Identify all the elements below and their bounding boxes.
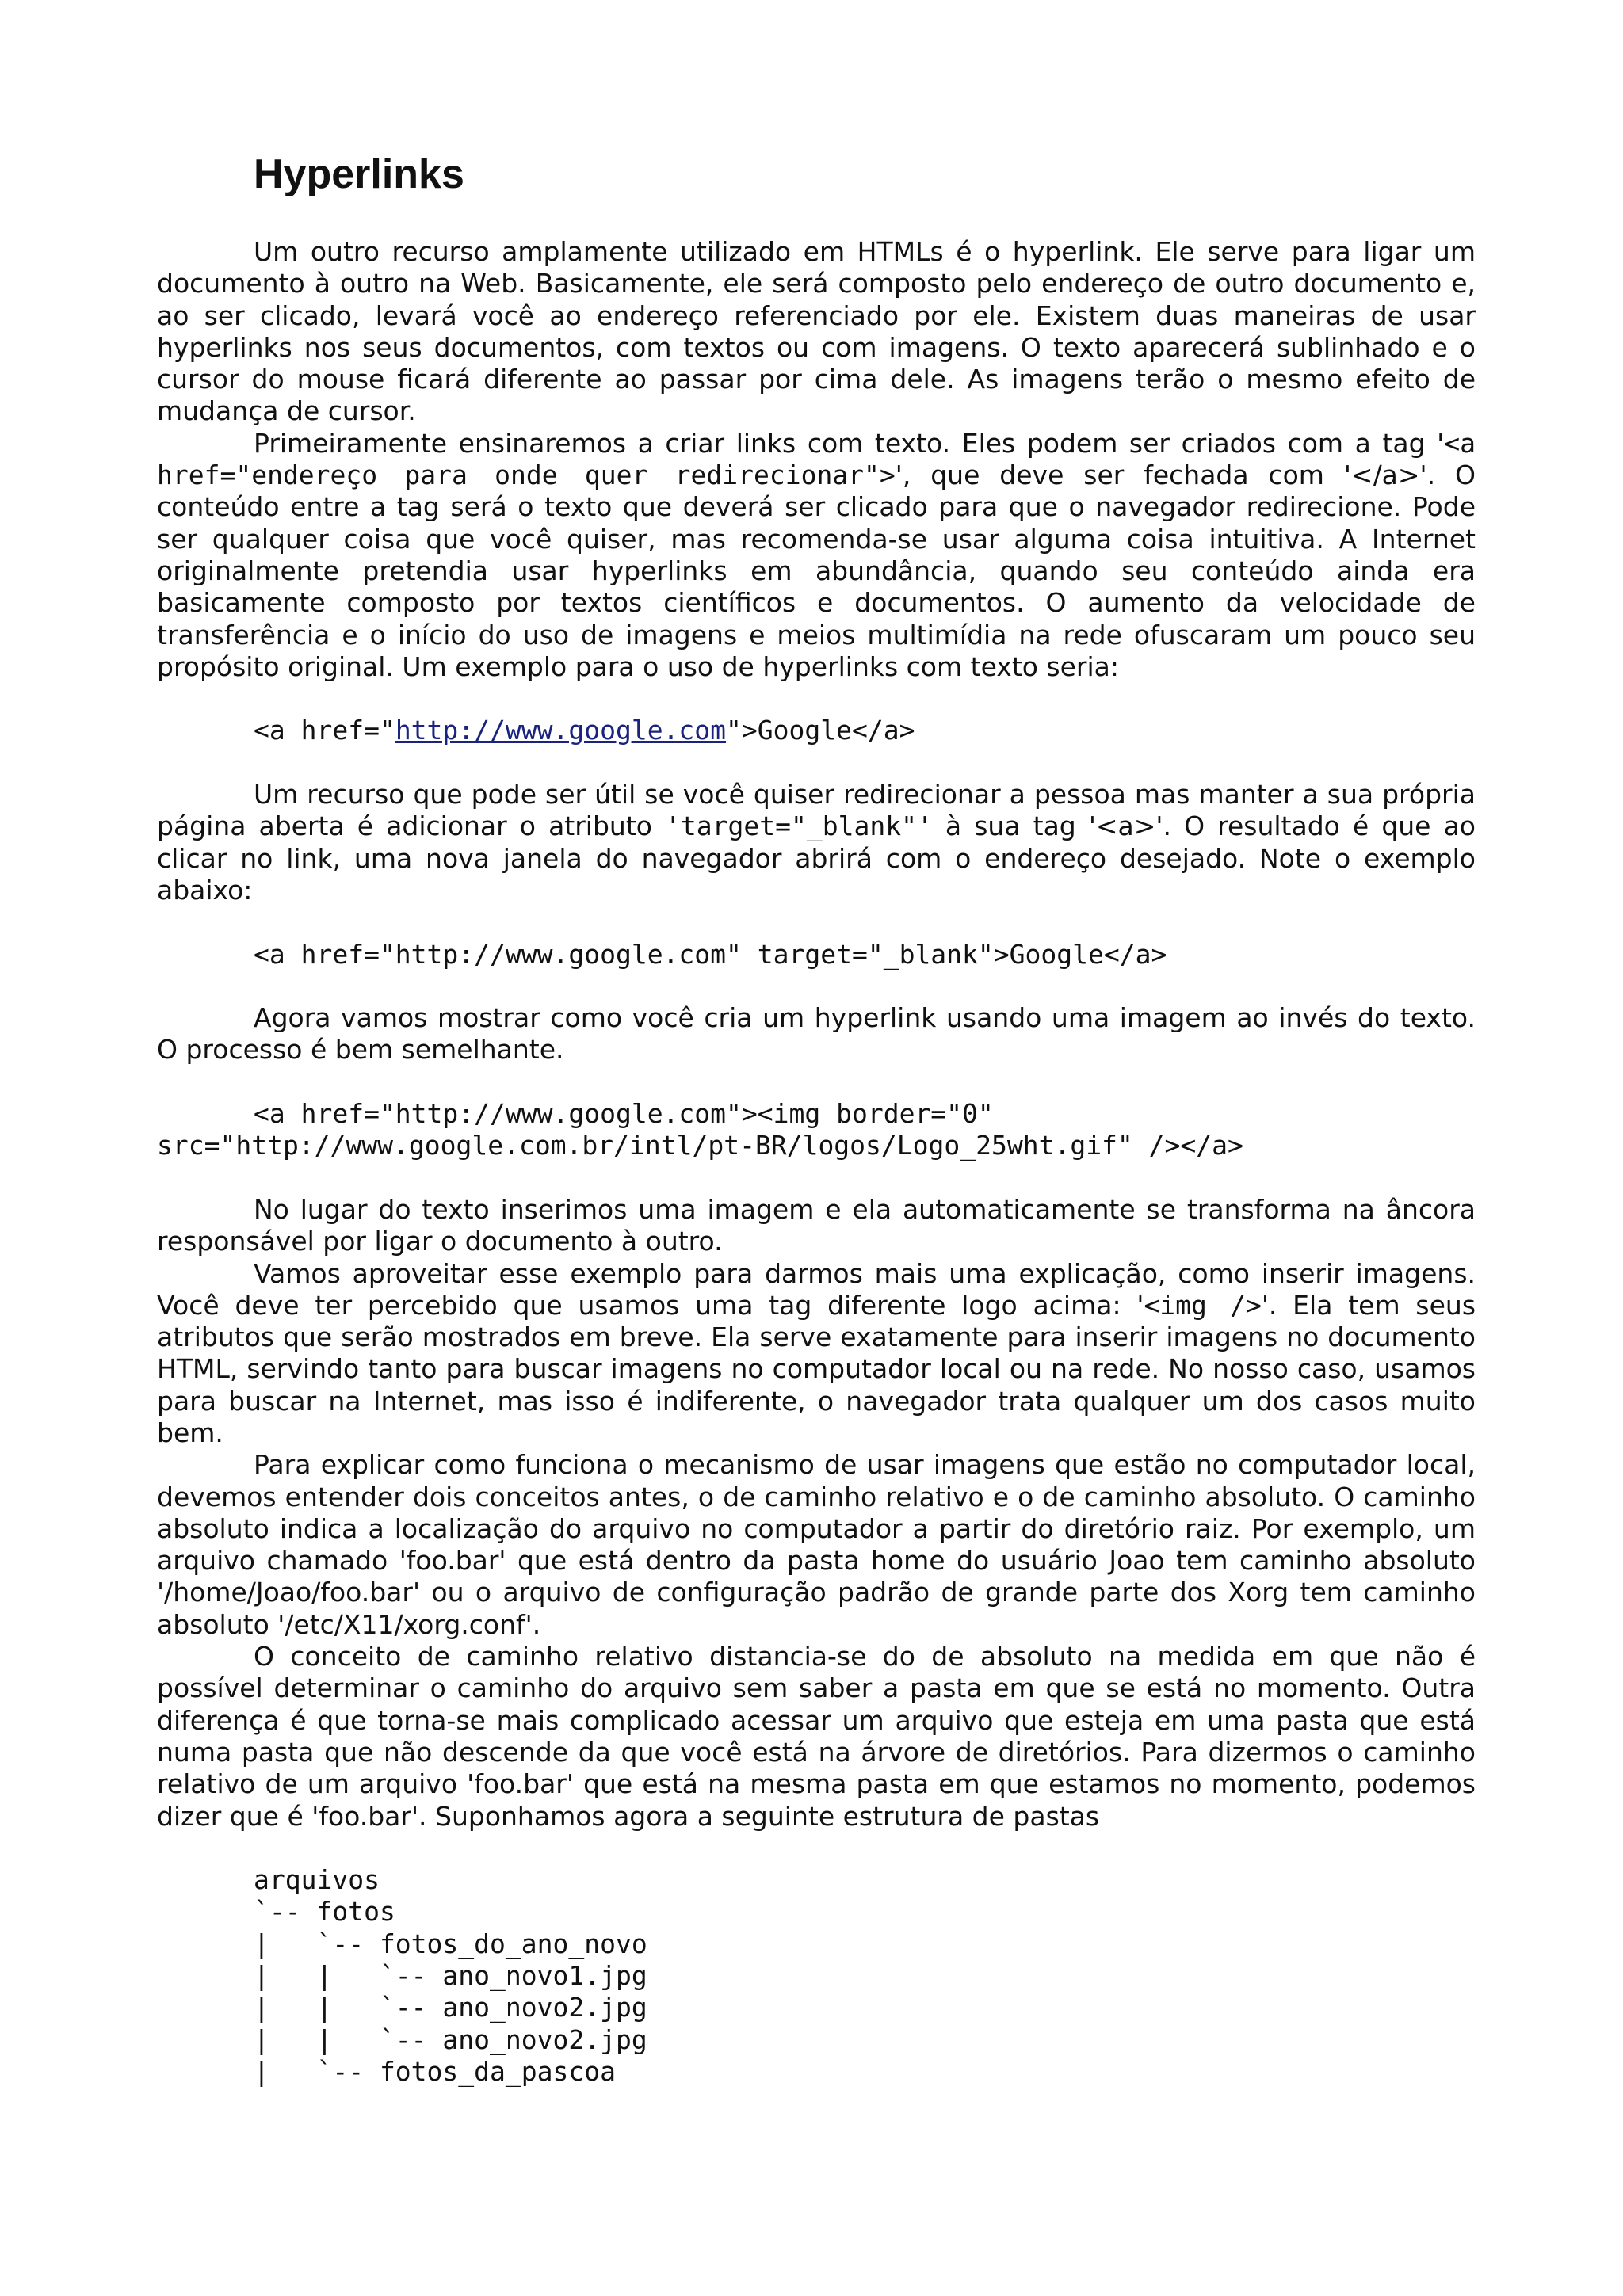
tree-line: `-- fotos [254,1896,395,1928]
code-segment: <a href=" [254,715,395,746]
paragraph-img-tag [157,1258,1476,1450]
tree-line: | `-- fotos_do_ano_novo [254,1928,647,1959]
tree-line: arquivos [254,1864,380,1896]
folder-tree [157,1864,1476,2088]
text-segment: '. Ela tem seus atributos que serão mostrados em breve. Ela serve exatamente para inserir imagens no documento HTML, servindo tanto para buscar imagens no computador local ou na rede. No nosso caso, usamos para buscar na Internet, mas isso é indiferente, o navegador trata qualquer um dos casos muito bem. [157,1289,1476,1448]
paragraph-anchor: No lugar do texto inserimos uma imagem e ela automaticamente se transforma na âncora responsável por ligar o documento à outro. [157,1193,1476,1257]
inline-code: <a href="endereço para onde quer redirecionar"> [157,427,1476,491]
text-segment: Vamos aproveitar esse exemplo para darmos mais uma explicação, como inserir imagens. Você deve ter percebido que usamos uma tag diferente logo acima: ' [157,1257,1476,1321]
paragraph-target-blank [157,779,1476,906]
code-segment: ">Google</a> [726,715,915,746]
tree-line: | | `-- ano_novo2.jpg [254,2023,647,2055]
inline-code: 'target="_blank"' [665,810,933,842]
text-segment: ', que deve ser fechada com '</a>'. O conteúdo entre a tag será o texto que deverá ser clicado para que o navegador redirecione. Pode ser qualquer coisa que você quiser, mas recomenda-se usar alguma coisa intuitiva. A Internet originalmente pretendia usar hyperlinks em abundância, quando seu conteúdo ainda era basicamente composto por textos científicos e documentos. O aumento da velocidade de transferência e o início do uso de imagens e meios multimídia na rede ofuscaram um pouco seu propósito original. Um exemplo para o uso de hyperlinks com texto seria: [157,460,1476,682]
text-segment: à sua tag '<a>'. O resultado é que ao clicar no link, uma nova janela do navegador abrirá com o endereço desejado. Note o exemplo abaixo: [157,810,1476,906]
tree-line: | | `-- ano_novo2.jpg [254,1992,647,2023]
text-segment: Primeiramente ensinaremos a criar links com texto. Eles podem ser criados com a tag ' [254,427,1445,459]
google-link[interactable]: http://www.google.com [395,715,727,746]
paragraph-absolute-path: Para explicar como funciona o mecanismo de usar imagens que estão no computador local, devemos entender dois conceitos antes, o de caminho relativo e o de caminho absoluto. O caminho absoluto indica a localização do arquivo no computador a partir do diretório raiz. Por exemplo, um arquivo chamado 'foo.bar' que está dentro da pasta home do usuário Joao tem caminho absoluto '/home/Joao/foo.bar' ou o arquivo de configuração padrão de grande parte dos Xorg tem caminho absoluto '/etc/X11/xorg.conf'. [157,1449,1476,1640]
paragraph-intro: Um outro recurso amplamente utilizado em HTMLs é o hyperlink. Ele serve para ligar um documento à outro na Web. Basicamente, ele será composto pelo endereço de outro documento e, ao ser clicado, levará você ao endereço referenciado por ele. Existem duas maneiras de usar hyperlinks nos seus documentos, com textos ou com imagens. O texto aparecerá sublinhado e o cursor do mouse ficará diferente ao passar por cima dele. As imagens terão o mesmo efeito de mudança de cursor. [157,236,1476,427]
document-body [157,151,1476,2088]
inline-code: <img /> [1144,1289,1262,1321]
paragraph-text-links [157,428,1476,683]
code-example-image-line1: <a href="http://www.google.com"><img border="0" [254,1098,994,1130]
page-title: Hyperlinks [254,151,464,197]
paragraph-relative-path: O conceito de caminho relativo distancia-se do de absoluto na medida em que não é possível determinar o caminho do arquivo sem saber a pasta em que se está no momento. Outra diferença é que torna-se mais complicado acessar um arquivo que esteja em uma pasta que está numa pasta que não descende da que você está na árvore de diretórios. Para dizermos o caminho relativo de um arquivo 'foo.bar' que está na mesma pasta em que estamos no momento, podemos dizer que é 'foo.bar'. Suponhamos agora a seguinte estrutura de pastas [157,1641,1476,1832]
code-example-image-line2: src="http://www.google.com.br/intl/pt-BR/logos/Logo_25wht.gif" /></a> [157,1130,1243,1161]
tree-line: | `-- fotos_da_pascoa [254,2055,616,2087]
code-example-target-blank: <a href="http://www.google.com" target="_blank">Google</a> [254,938,1167,970]
paragraph-image-link: Agora vamos mostrar como você cria um hyperlink usando uma imagem ao invés do texto. O processo é bem semelhante. [157,1002,1476,1066]
tree-line: | | `-- ano_novo1.jpg [254,1960,647,1992]
code-example-text-link [157,715,1476,746]
text-segment: Um recurso que pode ser útil se você quiser redirecionar a pessoa mas manter a sua própria página aberta é adicionar o atributo [157,779,1476,842]
